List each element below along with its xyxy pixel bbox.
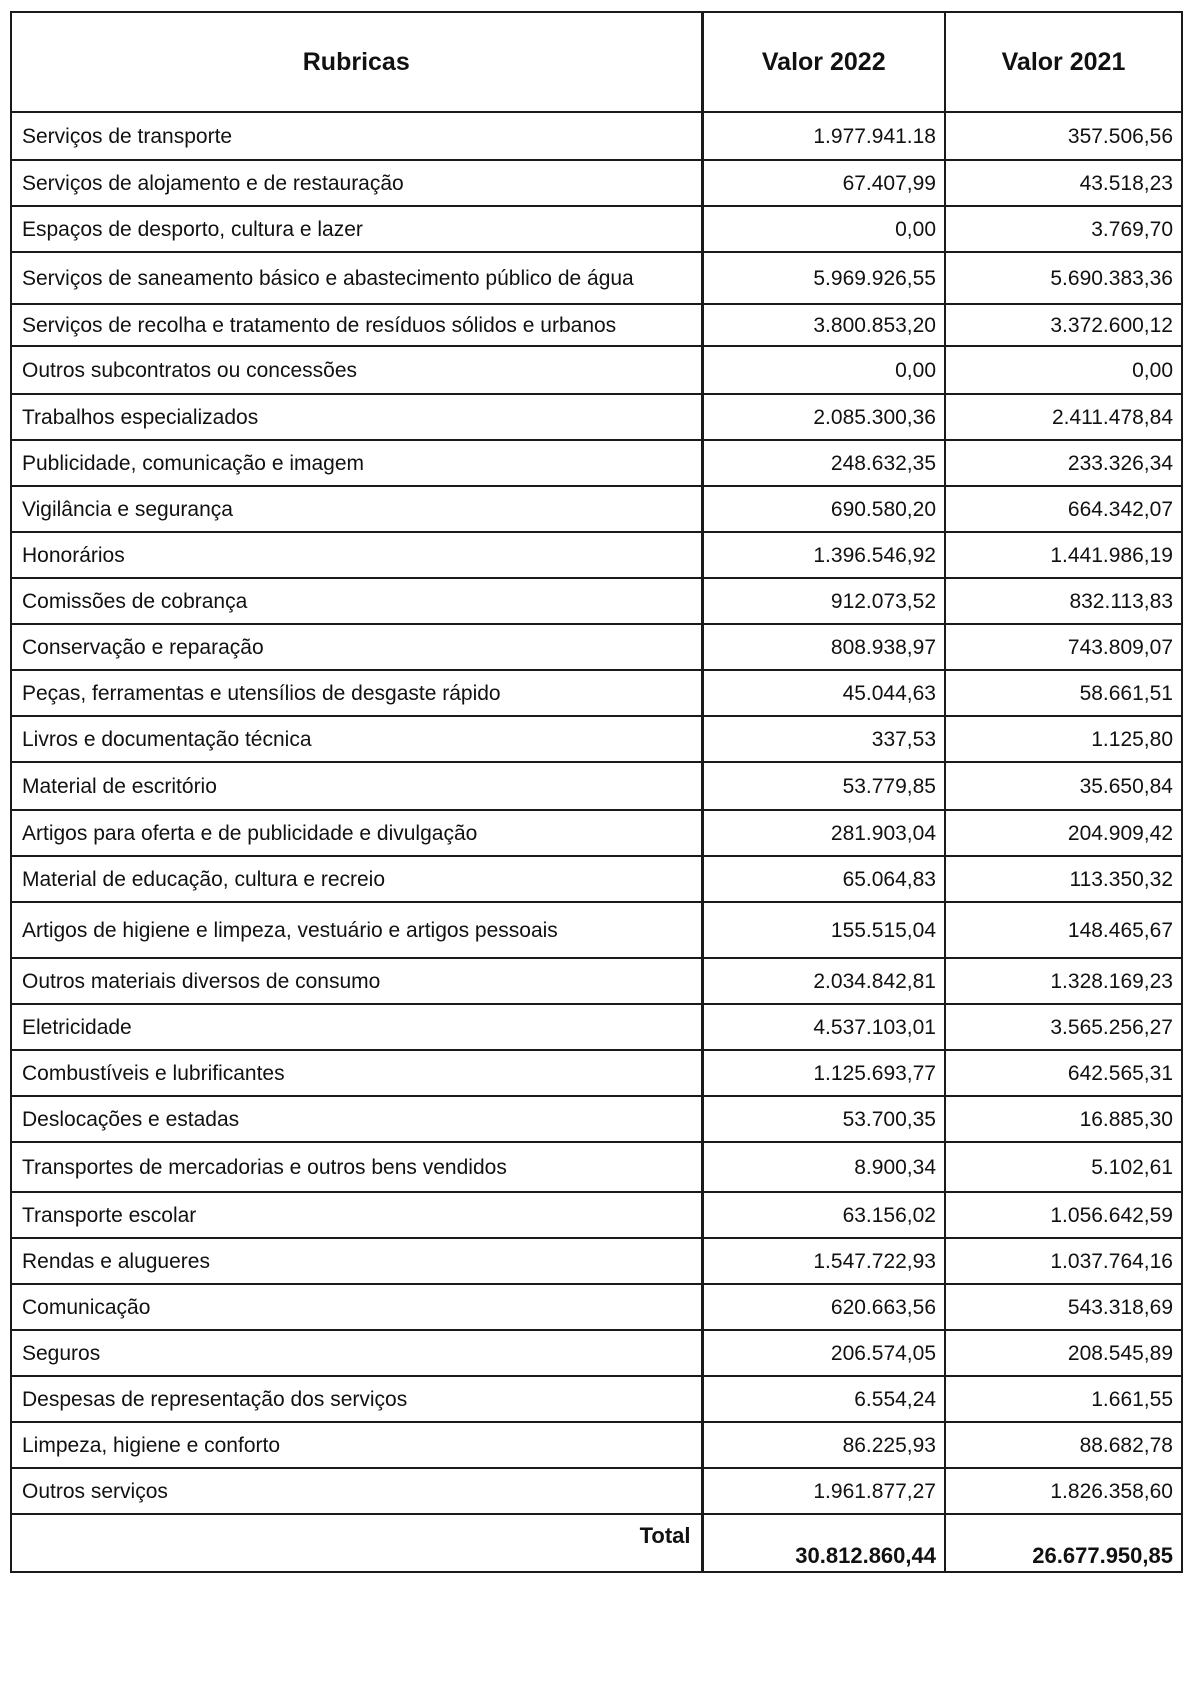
- valor-2022-cell: 53.779,85: [702, 762, 945, 810]
- valor-2022-cell: 4.537.103,01: [702, 1004, 945, 1050]
- valor-2021-cell: 5.690.383,36: [945, 252, 1182, 304]
- valor-2022-cell: 1.961.877,27: [702, 1468, 945, 1514]
- total-valor-2021: 26.677.950,85: [945, 1514, 1182, 1572]
- table-row: [11, 1004, 1182, 1050]
- rubrica-cell: Artigos para oferta e de publicidade e divulgação: [11, 810, 702, 856]
- table-row: [11, 1096, 1182, 1142]
- table-row: [11, 1376, 1182, 1422]
- table-row: [11, 394, 1182, 440]
- table-row: [11, 206, 1182, 252]
- valor-2021-cell: 642.565,31: [945, 1050, 1182, 1096]
- valor-2021-cell: 1.441.986,19: [945, 532, 1182, 578]
- rubrica-cell: Publicidade, comunicação e imagem: [11, 440, 702, 486]
- table-row: [11, 958, 1182, 1004]
- rubrica-cell: Serviços de transporte: [11, 112, 702, 160]
- valor-2021-cell: 16.885,30: [945, 1096, 1182, 1142]
- valor-2022-cell: 808.938,97: [702, 624, 945, 670]
- valor-2021-cell: 832.113,83: [945, 578, 1182, 624]
- rubrica-cell: Despesas de representação dos serviços: [11, 1376, 702, 1422]
- valor-2021-cell: 2.411.478,84: [945, 394, 1182, 440]
- rubrica-cell: Comunicação: [11, 1284, 702, 1330]
- header-valor-2021: Valor 2021: [945, 12, 1182, 112]
- rubrica-cell: Limpeza, higiene e conforto: [11, 1422, 702, 1468]
- rubrica-cell: Artigos de higiene e limpeza, vestuário e artigos pessoais: [11, 902, 702, 958]
- rubrica-cell: Espaços de desporto, cultura e lazer: [11, 206, 702, 252]
- valor-2022-cell: 53.700,35: [702, 1096, 945, 1142]
- rubrica-cell: Seguros: [11, 1330, 702, 1376]
- table-row: [11, 160, 1182, 206]
- rubrica-cell: Eletricidade: [11, 1004, 702, 1050]
- rubrica-cell: Outros subcontratos ou concessões: [11, 346, 702, 394]
- header-valor-2022: Valor 2022: [702, 12, 945, 112]
- rubrica-cell: Serviços de recolha e tratamento de resíduos sólidos e urbanos: [11, 304, 702, 346]
- expenses-table: [10, 11, 1183, 1573]
- table-row: [11, 624, 1182, 670]
- valor-2021-cell: 88.682,78: [945, 1422, 1182, 1468]
- rubrica-cell: Trabalhos especializados: [11, 394, 702, 440]
- valor-2021-cell: 3.372.600,12: [945, 304, 1182, 346]
- table-row: [11, 440, 1182, 486]
- table-row: [11, 1238, 1182, 1284]
- valor-2021-cell: 208.545,89: [945, 1330, 1182, 1376]
- valor-2022-cell: 0,00: [702, 206, 945, 252]
- valor-2022-cell: 1.125.693,77: [702, 1050, 945, 1096]
- rubrica-cell: Material de escritório: [11, 762, 702, 810]
- rubrica-cell: Material de educação, cultura e recreio: [11, 856, 702, 902]
- table-row: [11, 1468, 1182, 1514]
- rubrica-cell: Honorários: [11, 532, 702, 578]
- valor-2021-cell: 5.102,61: [945, 1142, 1182, 1192]
- rubrica-cell: Serviços de saneamento básico e abastecimento público de água: [11, 252, 702, 304]
- valor-2021-cell: 3.769,70: [945, 206, 1182, 252]
- total-row: [11, 1514, 1182, 1572]
- rubrica-cell: Vigilância e segurança: [11, 486, 702, 532]
- rubrica-cell: Comissões de cobrança: [11, 578, 702, 624]
- valor-2022-cell: 206.574,05: [702, 1330, 945, 1376]
- table-row: [11, 486, 1182, 532]
- valor-2021-cell: 35.650,84: [945, 762, 1182, 810]
- valor-2022-cell: 1.396.546,92: [702, 532, 945, 578]
- rubrica-cell: Transporte escolar: [11, 1192, 702, 1238]
- table-row: [11, 1050, 1182, 1096]
- table-row: [11, 532, 1182, 578]
- valor-2021-cell: 1.826.358,60: [945, 1468, 1182, 1514]
- valor-2021-cell: 1.328.169,23: [945, 958, 1182, 1004]
- table-row: [11, 1284, 1182, 1330]
- valor-2021-cell: 1.661,55: [945, 1376, 1182, 1422]
- table-row: [11, 252, 1182, 304]
- rubrica-cell: Combustíveis e lubrificantes: [11, 1050, 702, 1096]
- header-row: [11, 12, 1182, 112]
- valor-2022-cell: 620.663,56: [702, 1284, 945, 1330]
- valor-2022-cell: 63.156,02: [702, 1192, 945, 1238]
- valor-2021-cell: 113.350,32: [945, 856, 1182, 902]
- valor-2021-cell: 357.506,56: [945, 112, 1182, 160]
- table-row: [11, 112, 1182, 160]
- valor-2022-cell: 248.632,35: [702, 440, 945, 486]
- rubrica-cell: Livros e documentação técnica: [11, 716, 702, 762]
- valor-2022-cell: 337,53: [702, 716, 945, 762]
- rubrica-cell: Peças, ferramentas e utensílios de desgaste rápido: [11, 670, 702, 716]
- valor-2022-cell: 2.085.300,36: [702, 394, 945, 440]
- valor-2022-cell: 65.064,83: [702, 856, 945, 902]
- table-row: [11, 762, 1182, 810]
- valor-2021-cell: 43.518,23: [945, 160, 1182, 206]
- valor-2021-cell: 743.809,07: [945, 624, 1182, 670]
- valor-2022-cell: 3.800.853,20: [702, 304, 945, 346]
- valor-2022-cell: 5.969.926,55: [702, 252, 945, 304]
- total-valor-2022: 30.812.860,44: [702, 1514, 945, 1572]
- table-row: [11, 1142, 1182, 1192]
- valor-2022-cell: 1.547.722,93: [702, 1238, 945, 1284]
- rubrica-cell: Conservação e reparação: [11, 624, 702, 670]
- valor-2021-cell: 1.037.764,16: [945, 1238, 1182, 1284]
- valor-2021-cell: 204.909,42: [945, 810, 1182, 856]
- table-body: [11, 112, 1182, 1572]
- valor-2022-cell: 6.554,24: [702, 1376, 945, 1422]
- rubrica-cell: Serviços de alojamento e de restauração: [11, 160, 702, 206]
- valor-2022-cell: 8.900,34: [702, 1142, 945, 1192]
- table-row: [11, 716, 1182, 762]
- rubrica-cell: Rendas e alugueres: [11, 1238, 702, 1284]
- table-row: [11, 902, 1182, 958]
- valor-2021-cell: 233.326,34: [945, 440, 1182, 486]
- table-row: [11, 346, 1182, 394]
- rubrica-cell: Deslocações e estadas: [11, 1096, 702, 1142]
- table-row: [11, 856, 1182, 902]
- valor-2022-cell: 0,00: [702, 346, 945, 394]
- rubrica-cell: Outros serviços: [11, 1468, 702, 1514]
- valor-2021-cell: 58.661,51: [945, 670, 1182, 716]
- valor-2022-cell: 1.977.941.18: [702, 112, 945, 160]
- valor-2022-cell: 912.073,52: [702, 578, 945, 624]
- valor-2022-cell: 690.580,20: [702, 486, 945, 532]
- table-row: [11, 1422, 1182, 1468]
- valor-2021-cell: 1.125,80: [945, 716, 1182, 762]
- valor-2021-cell: 148.465,67: [945, 902, 1182, 958]
- valor-2021-cell: 3.565.256,27: [945, 1004, 1182, 1050]
- rubrica-cell: Outros materiais diversos de consumo: [11, 958, 702, 1004]
- valor-2022-cell: 155.515,04: [702, 902, 945, 958]
- valor-2022-cell: 2.034.842,81: [702, 958, 945, 1004]
- valor-2021-cell: 543.318,69: [945, 1284, 1182, 1330]
- valor-2022-cell: 67.407,99: [702, 160, 945, 206]
- valor-2022-cell: 45.044,63: [702, 670, 945, 716]
- valor-2021-cell: 0,00: [945, 346, 1182, 394]
- rubrica-cell: Transportes de mercadorias e outros bens vendidos: [11, 1142, 702, 1192]
- table-row: [11, 1192, 1182, 1238]
- table-row: [11, 578, 1182, 624]
- table-row: [11, 304, 1182, 346]
- table-header: [11, 12, 1182, 112]
- valor-2022-cell: 86.225,93: [702, 1422, 945, 1468]
- table-row: [11, 670, 1182, 716]
- total-label: Total: [11, 1514, 702, 1572]
- valor-2021-cell: 1.056.642,59: [945, 1192, 1182, 1238]
- table-row: [11, 1330, 1182, 1376]
- table-row: [11, 810, 1182, 856]
- valor-2021-cell: 664.342,07: [945, 486, 1182, 532]
- valor-2022-cell: 281.903,04: [702, 810, 945, 856]
- header-rubricas: Rubricas: [11, 12, 702, 112]
